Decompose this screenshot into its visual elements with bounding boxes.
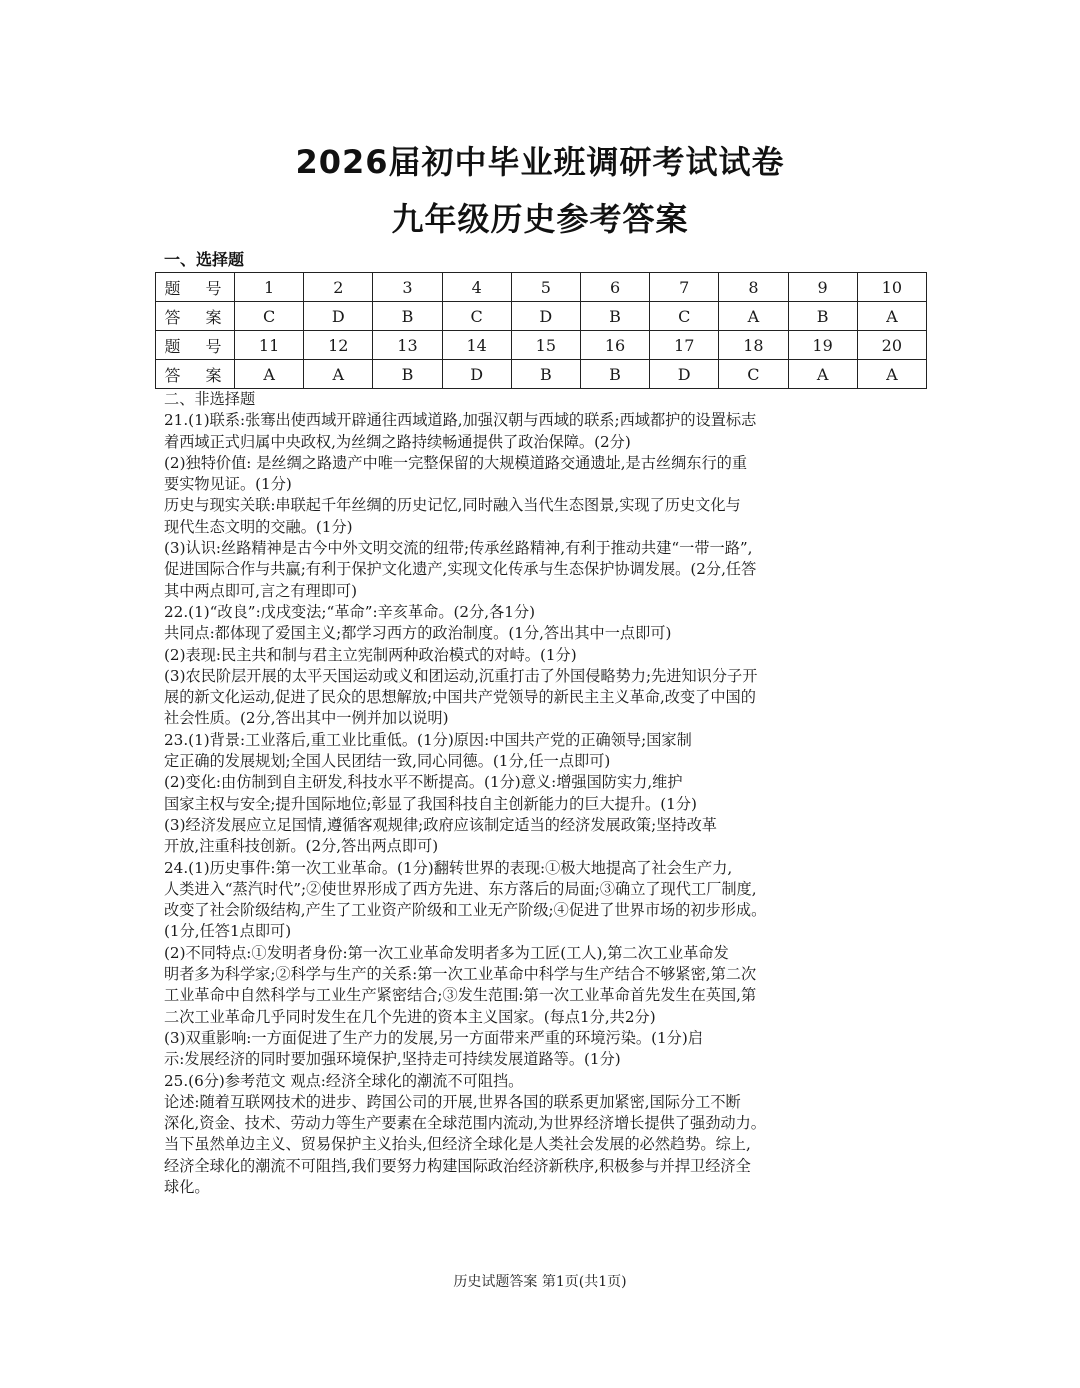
- answer-text-line: 共同点:都体现了爱国主义;都学习西方的政治制度。(1分,答出其中一点即可): [164, 624, 672, 643]
- question-number-cell: 20: [857, 331, 926, 360]
- answer-text-line: (2)变化:由仿制到自主研发,科技水平不断提高。(1分)意义:增强国防实力,维护: [164, 773, 683, 792]
- question-number-cell: 18: [719, 331, 788, 360]
- answer-text-line: (3)农民阶层开展的太平天国运动或义和团运动,沉重打击了外国侵略势力;先进知识分子开: [164, 666, 758, 685]
- answer-text-line: 21.(1)联系:张骞出使西域开辟通往西域道路,加强汉朝与西域的联系;西域都护的设置标志: [164, 411, 757, 430]
- answer-text-line: (2)不同特点:①发明者身份:第一次工业革命发明者多为工匠(工人),第二次工业革命发: [164, 943, 729, 962]
- answer-table: [155, 272, 927, 389]
- answer-cell: B: [788, 302, 857, 331]
- answer-cell: B: [373, 360, 442, 389]
- answer-text-line: 其中两点即可,言之有理即可): [164, 581, 358, 600]
- row-label-number: 题 号: [156, 273, 235, 302]
- answer-cell: B: [511, 360, 580, 389]
- answer-text-line: 要实物见证。(1分): [164, 475, 292, 494]
- answer-text-line: (3)认识:丝路精神是古今中外文明交流的纽带;传承丝路精神,有利于推动共建“一带一路”,: [164, 539, 753, 558]
- question-number-cell: 1: [235, 273, 304, 302]
- question-number-cell: 16: [580, 331, 649, 360]
- answer-text-line: 国家主权与安全;提升国际地位;彰显了我国科技自主创新能力的巨大提升。(1分): [164, 794, 697, 813]
- question-number-cell: 14: [442, 331, 511, 360]
- question-number-cell: 5: [511, 273, 580, 302]
- answer-cell: C: [235, 302, 304, 331]
- answer-text-line: 24.(1)历史事件:第一次工业革命。(1分)翻转世界的表现:①极大地提高了社会生产力,: [164, 858, 733, 877]
- question-number-cell: 11: [235, 331, 304, 360]
- section-heading-non-choice: 二、非选择题: [164, 390, 256, 408]
- answer-text-line: 人类进入“蒸汽时代”;②使世界形成了西方先进、东方落后的局面;③确立了现代工厂制度,: [164, 879, 757, 898]
- table-row-answers: [156, 302, 927, 331]
- answer-cell: A: [304, 360, 373, 389]
- answer-cell: A: [235, 360, 304, 389]
- question-number-cell: 10: [857, 273, 926, 302]
- answer-text-line: 明者多为科学家;②科学与生产的关系:第一次工业革命中科学与生产结合不够紧密,第二次: [164, 965, 757, 984]
- answer-cell: C: [719, 360, 788, 389]
- answer-text-line: 工业革命中自然科学与工业生产紧密结合;③发生范围:第一次工业革命首先发生在英国,第: [164, 986, 757, 1005]
- answer-cell: C: [442, 302, 511, 331]
- answer-text-line: 着西域正式归属中央政权,为丝绸之路持续畅通提供了政治保障。(2分): [164, 432, 631, 451]
- answer-cell: B: [580, 302, 649, 331]
- answer-cell: B: [373, 302, 442, 331]
- answer-text-line: 论述:随着互联网技术的进步、跨国公司的开展,世界各国的联系更加紧密,国际分工不断: [164, 1092, 741, 1111]
- answer-body-text: [164, 389, 924, 1198]
- answer-cell: B: [580, 360, 649, 389]
- answer-text-line: 示:发展经济的同时要加强环境保护,坚持走可持续发展道路等。(1分): [164, 1050, 621, 1069]
- question-number-cell: 6: [580, 273, 649, 302]
- answer-text-line: 经济全球化的潮流不可阻挡,我们要努力构建国际政治经济新秩序,积极参与并捍卫经济全: [164, 1156, 751, 1175]
- answer-text-line: (2)表现:民主共和制与君主立宪制两种政治模式的对峙。(1分): [164, 645, 577, 664]
- answer-cell: D: [304, 302, 373, 331]
- question-number-cell: 17: [650, 331, 719, 360]
- document-subtitle: 九年级历史参考答案: [391, 200, 689, 238]
- table-row-answers: [156, 360, 927, 389]
- answer-cell: C: [650, 302, 719, 331]
- question-number-cell: 2: [304, 273, 373, 302]
- question-number-cell: 9: [788, 273, 857, 302]
- answer-text-line: 改变了社会阶级结构,产生了工业资产阶级和工业无产阶级;④促进了世界市场的初步形成。: [164, 901, 767, 920]
- answer-text-line: 深化,资金、技术、劳动力等生产要素在全球范围内流动,为世界经济增长提供了强劲动力。: [164, 1114, 766, 1133]
- row-label-answer: 答 案: [156, 360, 235, 389]
- answer-text-line: 历史与现实关联:串联起千年丝绸的历史记忆,同时融入当代生态图景,实现了历史文化与: [164, 496, 741, 515]
- question-number-cell: 13: [373, 331, 442, 360]
- page-footer: 历史试题答案 第1页(共1页): [453, 1274, 627, 1290]
- table-row-numbers: [156, 331, 927, 360]
- answer-text-line: (1分,任答1点即可): [164, 922, 292, 941]
- answer-text-line: 促进国际合作与共赢;有利于保护文化遗产,实现文化传承与生态保护协调发展。(2分,任答: [164, 560, 757, 579]
- document-title: 2026届初中毕业班调研考试试卷: [295, 143, 785, 181]
- answer-text-line: (3)经济发展应立足国情,遵循客观规律;政府应该制定适当的经济发展政策;坚持改革: [164, 815, 717, 834]
- answer-text-line: 社会性质。(2分,答出其中一例并加以说明): [164, 709, 449, 728]
- answer-cell: A: [857, 360, 926, 389]
- question-number-cell: 4: [442, 273, 511, 302]
- question-number-cell: 12: [304, 331, 373, 360]
- question-number-cell: 8: [719, 273, 788, 302]
- answer-cell: A: [788, 360, 857, 389]
- answer-text-line: 开放,注重科技创新。(2分,答出两点即可): [164, 837, 439, 856]
- question-number-cell: 7: [650, 273, 719, 302]
- section-heading-multiple-choice: 一、选择题: [164, 250, 245, 269]
- answer-text-line: 当下虽然单边主义、贸易保护主义抬头,但经济全球化是人类社会发展的必然趋势。综上,: [164, 1135, 751, 1154]
- answer-cell: D: [442, 360, 511, 389]
- answer-cell: A: [719, 302, 788, 331]
- answer-cell: D: [511, 302, 580, 331]
- answer-cell: A: [857, 302, 926, 331]
- answer-text-line: 球化。: [164, 1177, 210, 1196]
- answer-cell: D: [650, 360, 719, 389]
- answer-text-line: 25.(6分)参考范文 观点:经济全球化的潮流不可阻挡。: [164, 1071, 524, 1090]
- answer-text-line: 22.(1)“改良”:戊戌变法;“革命”:辛亥革命。(2分,各1分): [164, 602, 536, 621]
- answer-text-line: 展的新文化运动,促进了民众的思想解放;中国共产党领导的新民主主义革命,改变了中国的: [164, 688, 756, 707]
- question-number-cell: 15: [511, 331, 580, 360]
- answer-text-line: (2)独特价值: 是丝绸之路遗产中唯一完整保留的大规模道路交通遗址,是古丝绸东行的重: [164, 453, 748, 472]
- answer-text-line: 二次工业革命几乎同时发生在几个先进的资本主义国家。(每点1分,共2分): [164, 1007, 656, 1026]
- table-row-numbers: [156, 273, 927, 302]
- answer-text-line: 现代生态文明的交融。(1分): [164, 517, 353, 536]
- question-number-cell: 3: [373, 273, 442, 302]
- answer-text-line: 定正确的发展规划;全国人民团结一致,同心同德。(1分,任一点即可): [164, 752, 611, 771]
- question-number-cell: 19: [788, 331, 857, 360]
- row-label-number: 题 号: [156, 331, 235, 360]
- answer-text-line: 23.(1)背景:工业落后,重工业比重低。(1分)原因:中国共产党的正确领导;国家制: [164, 730, 692, 749]
- row-label-answer: 答 案: [156, 302, 235, 331]
- answer-text-line: (3)双重影响:一方面促进了生产力的发展,另一方面带来严重的环境污染。(1分)启: [164, 1028, 703, 1047]
